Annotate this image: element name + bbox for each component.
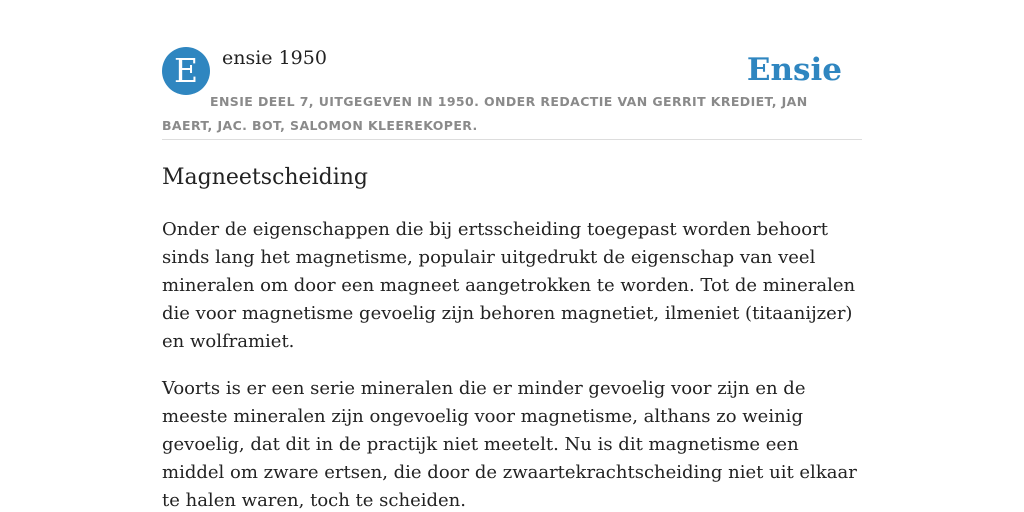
- book-title[interactable]: ensie 1950: [222, 47, 327, 69]
- brand-logo[interactable]: Ensie: [746, 52, 842, 88]
- ensie-logo-icon[interactable]: E: [162, 47, 210, 95]
- entry-title: Magneetscheiding: [162, 165, 368, 190]
- entry-paragraph: Voorts is er een serie mineralen die er minder gevoelig voor zijn en de meeste mineralen zijn ongevoelig voor magnetisme, althans zo weinig gevoelig, dat dit in de practijk niet meetelt. Nu is dit magnetisme een middel om zware ertsen, die door de zwaartekrachtscheiding niet uit elkaar te halen waren, toch te scheiden.: [162, 378, 857, 511]
- entry-body: [162, 216, 862, 512]
- edition-subtitle: ENSIE DEEL 7, UITGEGEVEN IN 1950. ONDER REDACTIE VAN GERRIT KREDIET, JAN BAERT, JAC. BOT, SALOMON KLEEREKOPER.: [162, 94, 808, 133]
- entry-paragraph: Onder de eigenschappen die bij ertsscheiding toegepast worden behoort sinds lang het magnetisme, populair uitgedrukt de eigenschap van veel mineralen om door een magneet aangetrokken te worden. Tot de mineralen die voor magnetisme gevoelig zijn behoren magnetiet, ilmeniet (titaanijzer) en wolframiet.: [162, 219, 856, 352]
- divider: [162, 139, 862, 140]
